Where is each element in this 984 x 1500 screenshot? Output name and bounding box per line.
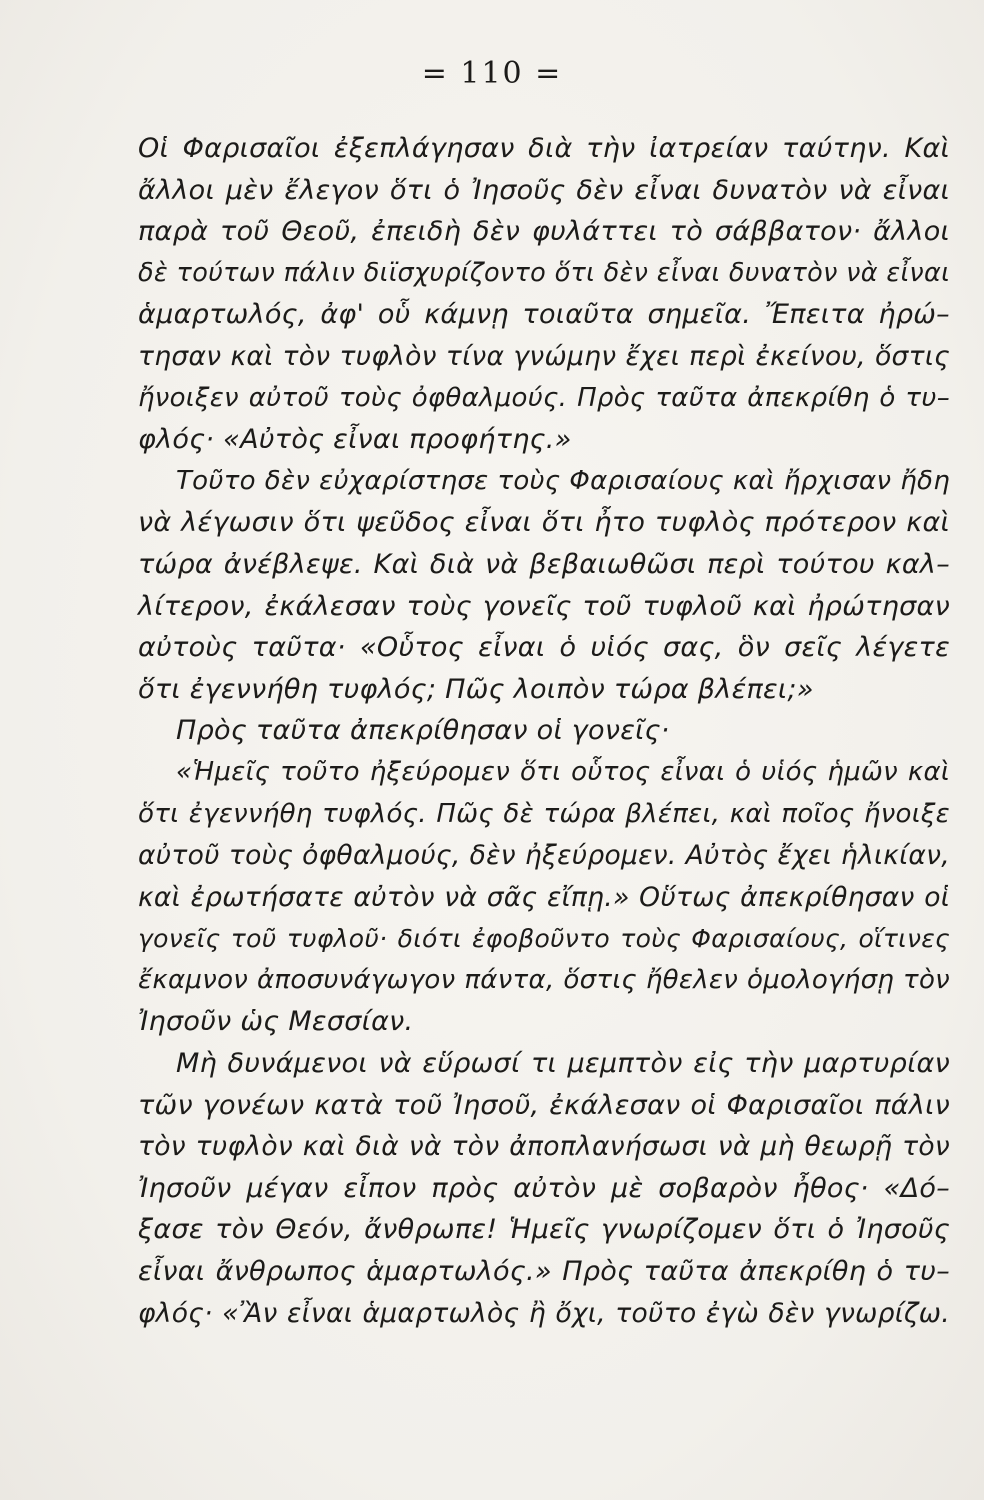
text-line: αὐτοῦ τοὺς ὀφθαλμούς, δὲν ἠξεύρομεν. Αὐτὸς ἔχει ἡλικίαν, xyxy=(138,840,950,872)
body-text xyxy=(138,128,950,1334)
text-line: δὲ τούτων πάλιν διϊσχυρίζοντο ὅτι δὲν εἶναι δυνατὸν νὰ εἶναι xyxy=(138,257,950,288)
text-line: Οἱ Φαρισαῖοι ἐξεπλάγησαν διὰ τὴν ἰατρείαν ταύτην. Καὶ xyxy=(138,133,950,164)
text-line: Πρὸς ταῦτα ἀπεκρίθησαν οἱ γονεῖς· xyxy=(176,715,670,747)
text-line: λίτερον, ἐκάλεσαν τοὺς γονεῖς τοῦ τυφλοῦ καὶ ἠρώτησαν xyxy=(138,590,950,622)
text-line: ἁμαρτωλός, ἀφ' οὗ κάμνῃ τοιαῦτα σημεῖα. Ἔπειτα ἠρώ– xyxy=(138,299,950,331)
text-line: παρὰ τοῦ Θεοῦ, ἐπειδὴ δὲν φυλάττει τὸ σάββατον· ἄλλοι xyxy=(138,216,950,248)
text-line: αὐτοὺς ταῦτα· «Οὗτος εἶναι ὁ υἱός σας, ὃν σεῖς λέγετε xyxy=(138,632,950,664)
text-line: νὰ λέγωσιν ὅτι ψεῦδος εἶναι ὅτι ἦτο τυφλὸς πρότερον καὶ xyxy=(138,507,950,539)
text-line: «Ἡμεῖς τοῦτο ἠξεύρομεν ὅτι οὗτος εἶναι ὁ υἱός ἡμῶν καὶ xyxy=(176,756,950,787)
text-line: τῶν γονέων κατὰ τοῦ Ἰησοῦ, ἐκάλεσαν οἱ Φαρισαῖοι πάλιν xyxy=(138,1089,950,1121)
text-line: τὸν τυφλὸν καὶ διὰ νὰ τὸν ἀποπλανήσωσι νὰ μὴ θεωρῇ τὸν xyxy=(138,1131,950,1163)
text-line: τώρα ἀνέβλεψε. Καὶ διὰ νὰ βεβαιωθῶσι περὶ τούτου καλ– xyxy=(138,548,950,580)
text-line: ὅτι ἐγεννήθη τυφλός. Πῶς δὲ τώρα βλέπει, καὶ ποῖος ἤνοιξε xyxy=(138,798,950,829)
page-number: = 110 = xyxy=(421,56,563,91)
text-line: φλός· «Ἂν εἶναι ἁμαρτωλὸς ἢ ὄχι, τοῦτο ἐγὼ δὲν γνωρίζω. xyxy=(138,1297,950,1329)
text-line: ξασε τὸν Θεόν, ἄνθρωπε! Ἡμεῖς γνωρίζομεν ὅτι ὁ Ἰησοῦς xyxy=(138,1214,950,1246)
text-line: Τοῦτο δὲν εὐχαρίστησε τοὺς Φαρισαίους καὶ ἤρχισαν ἤδη xyxy=(176,465,950,496)
text-line: τησαν καὶ τὸν τυφλὸν τίνα γνώμην ἔχει περὶ ἐκείνου, ὅστις xyxy=(138,340,950,372)
text-line: εἶναι ἄνθρωπος ἁμαρτωλός.» Πρὸς ταῦτα ἀπεκρίθη ὁ τυ– xyxy=(138,1256,950,1288)
text-line: ὅτι ἐγεννήθη τυφλός; Πῶς λοιπὸν τώρα βλέπει;» xyxy=(138,673,814,705)
text-line: φλός· «Αὐτὸς εἶναι προφήτης.» xyxy=(138,424,572,456)
text-line: ἄλλοι μὲν ἔλεγον ὅτι ὁ Ἰησοῦς δὲν εἶναι δυνατὸν νὰ εἶναι xyxy=(138,174,950,206)
text-line: γονεῖς τοῦ τυφλοῦ· διότι ἐφοβοῦντο τοὺς Φαρισαίους, οἵτινες xyxy=(138,924,950,954)
text-line: ἤνοιξεν αὐτοῦ τοὺς ὀφθαλμούς. Πρὸς ταῦτα ἀπεκρίθη ὁ τυ– xyxy=(138,382,950,413)
text-line: Ἰησοῦν ὡς Μεσσίαν. xyxy=(138,1006,414,1038)
text-line: Ἰησοῦν μέγαν εἶπον πρὸς αὐτὸν μὲ σοβαρὸν ἦθος· «Δό– xyxy=(138,1172,950,1204)
text-line: Μὴ δυνάμενοι νὰ εὕρωσί τι μεμπτὸν εἰς τὴν μαρτυρίαν xyxy=(176,1048,950,1080)
text-line: καὶ ἐρωτήσατε αὐτὸν νὰ σᾶς εἴπῃ.» Οὕτως ἀπεκρίθησαν οἱ xyxy=(138,881,950,913)
text-line: ἔκαμνον ἀποσυνάγωγον πάντα, ὅστις ἤθελεν ὁμολογήσῃ τὸν xyxy=(138,964,950,995)
